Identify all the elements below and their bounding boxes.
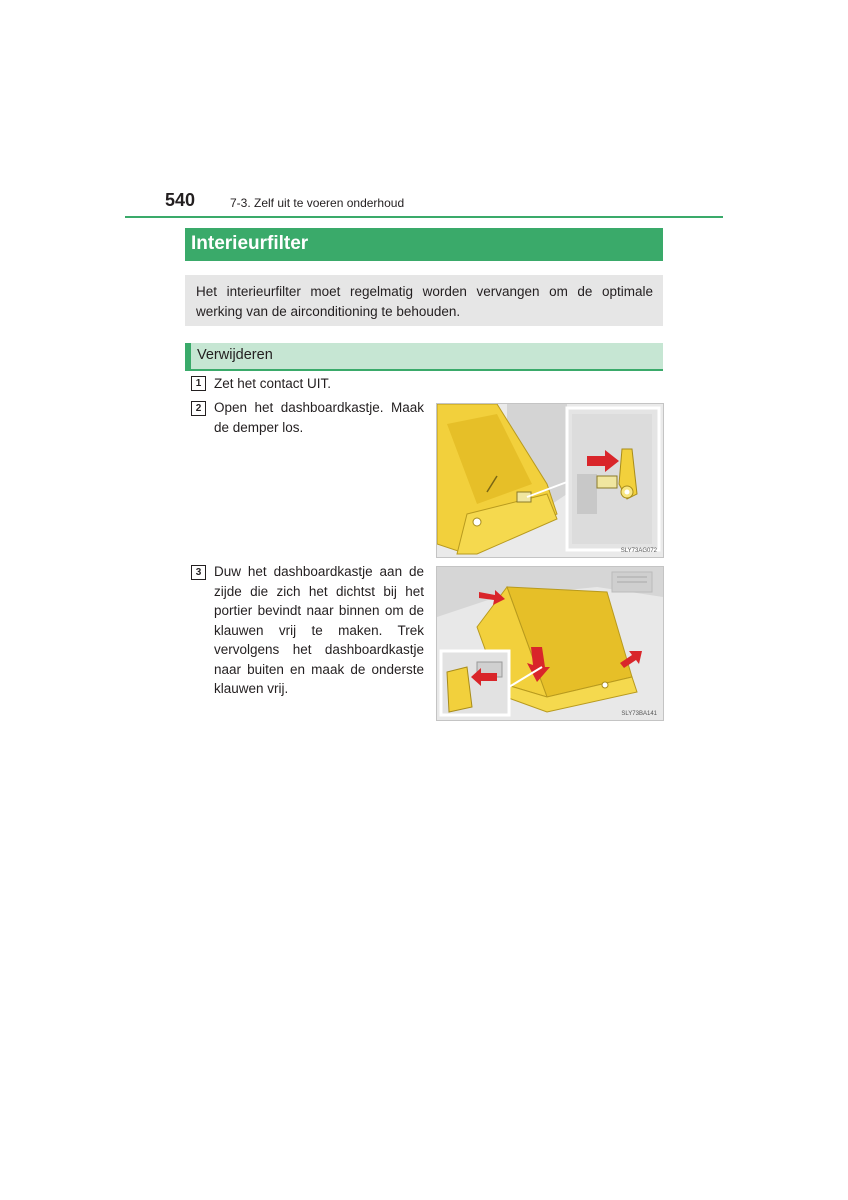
- step-1-number: 1: [191, 376, 206, 391]
- glove-box-claws-icon: [437, 567, 663, 720]
- figure-1-code: SLY73AG072: [620, 548, 657, 554]
- page-title: Interieurfilter: [191, 233, 309, 254]
- figure-glove-box-claws: [436, 566, 664, 721]
- step-3-text: Duw het dashboardkastje aan de zijde die zich het dichtst bij het portier bevindt naar binnen om de klauwen vrij te maken. Trek vervolgens het dashboardkastje naar buiten en maak de onderste klauwen vrij.: [214, 564, 424, 696]
- section-reference: 7-3. Zelf uit te voeren onderhoud: [230, 196, 405, 210]
- step-2-number: 2: [191, 401, 206, 416]
- step-2-text: Open het dashboardkastje. Maak de demper los.: [214, 400, 424, 435]
- intro-text: Het interieurfilter moet regelmatig worden vervangen om de optimale werking van de airconditioning te behouden.: [196, 284, 653, 319]
- page-number: 540: [165, 190, 196, 210]
- subsection-title: Verwijderen: [197, 347, 273, 363]
- title-banner: [185, 228, 663, 261]
- glove-box-damper-icon: [437, 404, 663, 557]
- header-divider: [125, 216, 723, 218]
- subsection-banner: [185, 343, 663, 371]
- figure-2-code: SLY73BA141: [621, 711, 657, 717]
- step-1-text: Zet het contact UIT.: [214, 376, 332, 391]
- figure-glove-box-damper: [436, 403, 664, 558]
- intro-box: [185, 275, 663, 326]
- subsection-accent: [185, 343, 191, 369]
- step-3-number: 3: [191, 565, 206, 580]
